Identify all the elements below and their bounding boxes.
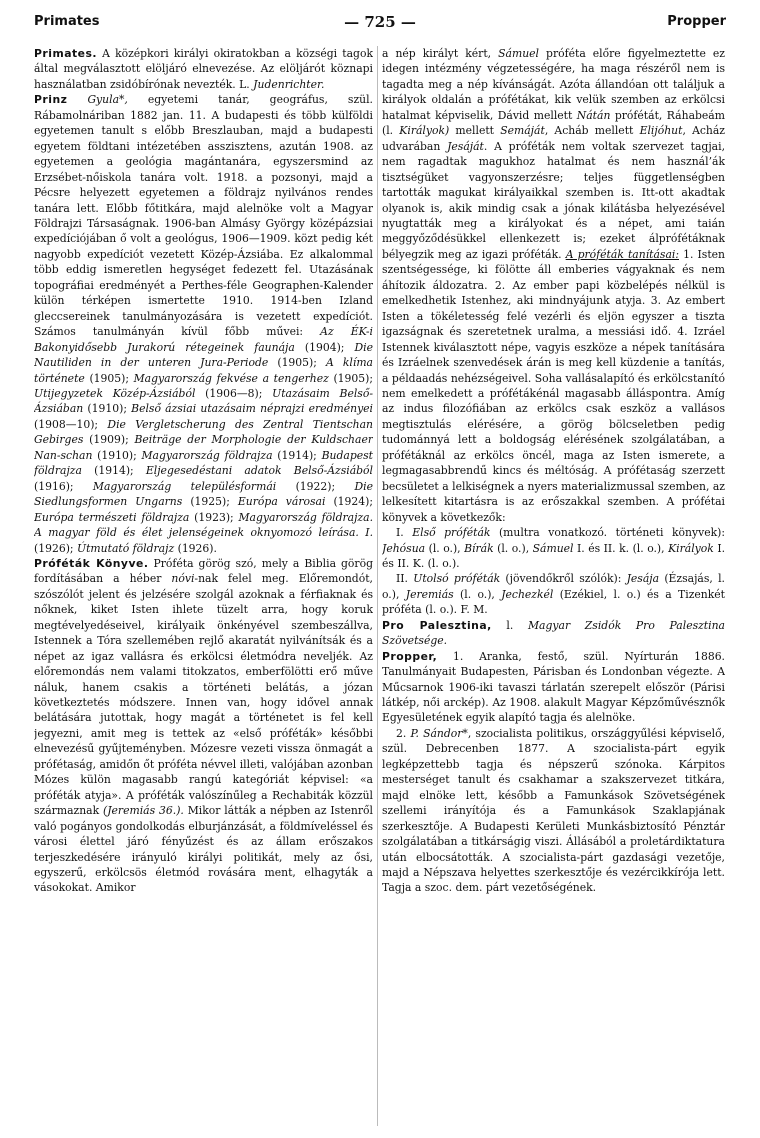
entry-profetak-list-2 xyxy=(382,571,725,617)
right-column xyxy=(382,46,725,1128)
body-text: (1914); xyxy=(272,448,322,462)
body-text: (1909); xyxy=(83,433,135,447)
body-text: (1910); xyxy=(92,448,142,462)
body-text: -nak felel meg. Előremondót, szószólót jelent és jelzésére szolgál azoknak a férfiaknak és nőknek, kiket Isten ihlete tüzelt arra, hogy koruk megtévelyedéseivel, királyaik önkényével szembeszállva, Istennek a Tóra szellemében rejlő akaratát nyilvánítsák és a népet az igaz vallásra és erkölcsi életmódra neveljék. Az előremondás nem valami titokzatos, emberfölötti erő műve náluk, hanem csakis a történeti belátás, a józan következtetés módszere. Innen van, hogy idővel annak belátására jutottak, hogy magát a történetet is fel kell jegyezni, amit meg is tettek az «első próféták» későbbi elnevezésű gyűjteményben. Mózesre vezeti vissza önmagát a prófétaság, amidőn őt próféta névvel illeti, valójában azonban Mózes külön magasabb rangú kategóriát képvisel: «a próféták atyja». A próféták valószínűleg a Rechabiták közzül származnak xyxy=(34,572,373,818)
body-text: Próféta görög szó, mely a Biblia görög fordításában a héber xyxy=(34,556,373,586)
body-text: egyetemi tanár, geográfus, szül. Rábamolnáriban 1882 jan. 11. A budapesti és több külföldi egyetemen tanult s előbb Breszlauban, majd a budapesti egyetem földtani intézetében asszisztens, azután 1908. az egyetemen a geológia magántanára, egyszersmind az Erzsébet-nőiskola tanára volt. 1918. a pozsonyi, majd a Pécsre helyezett egyetemen a földrajz nyilvános rendes tanára lett. Előbb főtitkára, majd alelnöke volt a Magyar Földrajzi Társaságnak. 1906-ban Almásy György középázsiai expedíciójában ő volt a geológus, 1906—1909. közt pedig két nagyobb expedíciót vezetett Közép-Ázsiába. Ez alkalommal több eddig ismeretlen hegységet fedezett fel. Utazásának topográfiai eredményét a Perthes-féle Geographen-Kalender külön térképen ismertette 1910. 1914-ben Izland gleccsereinek tanulmányozására is vezetett expedíciót. Számos tanulmányán kívül főbb művei: xyxy=(34,93,373,339)
entry-pro-palesztina xyxy=(382,618,725,649)
body-text xyxy=(67,93,87,106)
header-left-keyword: Primates xyxy=(34,14,100,29)
body-text: , Acháb mellett xyxy=(544,124,640,138)
italic-text: Utazásaim Belső-Ázsiában xyxy=(34,386,373,416)
entry-profetak-list-1 xyxy=(382,525,725,571)
body-text: 2. xyxy=(396,726,411,740)
column-divider xyxy=(377,46,378,1126)
italic-text: A próféták tanításai: xyxy=(565,247,679,261)
italic-text: (Jeremiás 36.). xyxy=(103,804,184,818)
body-text: (1905); xyxy=(328,371,373,385)
body-text: (1924); xyxy=(325,495,373,509)
body-text: I. és II. K. (l. o.). xyxy=(382,541,725,570)
italic-text: Bírák xyxy=(464,541,494,555)
left-column xyxy=(34,46,373,1128)
body-text: (l. o.), xyxy=(493,541,533,555)
entry-headword: Prinz xyxy=(34,93,68,107)
body-text: mellett xyxy=(449,124,501,138)
italic-text: Útmutató földrajz xyxy=(76,541,175,555)
body-text: l. xyxy=(491,618,528,632)
italic-text: Királyok) xyxy=(399,124,450,138)
italic-text: Judenrichter. xyxy=(253,77,325,91)
entry-headword: Propper, xyxy=(382,649,438,663)
body-text: II. xyxy=(396,572,414,586)
italic-text: nóvi xyxy=(171,572,195,586)
italic-text: Jesáját xyxy=(447,139,484,153)
italic-text: Gyula*, xyxy=(87,93,128,107)
italic-text: Die Vergletscherung des Zentral Tientschan Gebirges xyxy=(34,417,373,447)
body-text: (multra vonatkozó. történeti könyvek): xyxy=(490,526,725,540)
body-text: (1922); xyxy=(276,479,355,493)
italic-text: Utijegyzetek Közép-Ázsiából xyxy=(34,386,196,400)
italic-text: Jesája xyxy=(626,572,660,586)
italic-text: Európa városai xyxy=(237,495,326,509)
italic-text: Magyarország földrajza xyxy=(141,448,273,462)
body-text: (1905); xyxy=(84,371,134,385)
entry-primates xyxy=(34,46,373,92)
body-text: (l. o.), xyxy=(425,541,465,555)
entry-propper-1 xyxy=(382,649,725,726)
page-number: — 725 — xyxy=(344,13,416,31)
body-text: Mikor látták a népben az Istenről való pogányos gondolkodás elburjánzását, a földmíveléssel és városi élettel járó fényűzést és az állam erőszakos terjeszkedésére irányuló királyi politikát, mely az ősi, egyszerű, erkölcsös életmód rovására ment, elhagyták a vásokokat. Amikor xyxy=(34,804,373,895)
italic-text: Jechezkél xyxy=(501,587,554,601)
header-right-keyword: Propper xyxy=(667,14,726,29)
page-header xyxy=(34,14,726,36)
body-text: (1916); xyxy=(34,479,93,493)
italic-text: Nátán xyxy=(576,108,611,122)
italic-text: Die Nautiliden in der unteren Jura-Periode xyxy=(34,340,373,370)
italic-text: Die Siedlungsformen Ungarns xyxy=(34,479,373,509)
italic-text: Beiträge der Morphologie der Kuldschaer Nan-schan xyxy=(34,433,373,462)
italic-text: Elijóhut xyxy=(639,124,683,138)
body-text: (1910); xyxy=(83,402,132,416)
body-text: a nép királyt kért, xyxy=(382,47,499,60)
body-text: prófétát, Ráhabeám (l. xyxy=(382,108,725,138)
italic-text: Európa természeti földrajza xyxy=(34,510,190,524)
entry-profetak-cont xyxy=(382,46,725,525)
italic-text: Sámuel xyxy=(498,47,540,60)
italic-text: Budapest földrajza xyxy=(34,448,373,478)
italic-text: Belső ázsiai utazásaim néprajzi eredményei xyxy=(131,402,373,416)
italic-text: Sámuel xyxy=(532,541,574,555)
body-text: (Ézsajás, l. o.), xyxy=(382,572,725,601)
body-text: , Acház udvarában xyxy=(382,124,725,153)
body-text: (1926). xyxy=(174,541,217,555)
body-text: 1. Aranka, festő, szül. Nyírturán 1886. Tanulmányait Budapesten, Párisban és Londonban végezte. A Műcsarnok 1906-iki tavaszi tárlatán szerepelt először (Párisi látkép, női arckép). Az 1908. alakult Magyar Képzőművésznők Egyesületének egyik alapító tagja és alelnöke. xyxy=(382,649,725,725)
italic-text: Semáját xyxy=(500,124,545,138)
body-text: , szocialista politikus, országgyűlési képviselő, szül. Debrecenben 1877. A szocialista-párt egyik legképzettebb tagja és népszerű szónoka. Kárpitos mesterséget tanult és csakhamar a szakszervezet titkára, majd elnöke lett, később a Famunkások Szövetségének szellemi irányítója és a Famunkások Szaklapjának szerkesztője. A Budapesti Kerületi Munkásbiztosító Pénztár szolgálatában a titkárságig viszi. Állásából a proletárdiktatura után elbocsátották. A szocialista-párt gazdasági vezetője, majd a Népszava helyettes szerkesztője és vezércikkírója lett. Tagja a szoc. dem. párt vezetőségének. xyxy=(382,726,725,895)
entry-headword: Próféták Könyve. xyxy=(34,556,149,570)
entry-prinz xyxy=(34,92,373,556)
body-text: 1. Isten szentségessége, ki fölötte áll emberies vágyaknak és nem áhítozik áldozatra. 2. Az ember papi közbelépés nélkül is emelkedhetik Istenhez, aki mindnyájunk atyja. 3. Az embert Isten a tökéletesség felé vezérli és eljön egyszer a tiszta igazságnak és szeretetnek uralma, a messiási idő. 4. Izráel Istennek kiválasztott népe, vagyis eszköze a népek tanítására és Izráelnek szenvedések árán is meg kell küzdenie a tanítás, a példaadás nehézségeivel. Soha vallásalapító és erkölcstanító nem emelkedett a prófétákénál magasabb álláspontra. Amíg az indus filozófiában az erkölcs csak eszköz a vallásos megtisztulás elérésére, a görög bölcseletben pedig tudománnyá lett a boldogság elérésének szolgálatában, a prófétáknál az erkölcs öncél, maga az Isten ismerete, a legmagasabbrendű kincs és méltóság. A prófétaság szerzett becsületet a lelkiségnek a nyers materializmussal szemben, az lelkesített kitartásra is az erőszakkal szemben. A prófétai könyvek a következők: xyxy=(382,247,725,524)
italic-text: P. Sándor* xyxy=(410,726,468,740)
body-text: I. xyxy=(396,526,413,540)
body-text: (1926); xyxy=(34,541,77,555)
body-text: (l. o.), xyxy=(453,587,502,601)
entry-propper-2 xyxy=(382,726,725,896)
italic-text: Utolsó próféták xyxy=(413,572,501,586)
entry-headword: Pro Palesztina, xyxy=(382,618,492,632)
italic-text: Magyarország fekvése a tengerhez xyxy=(133,371,329,385)
italic-text: Magyar Zsidók Pro Palesztina Szövetsége. xyxy=(382,618,725,648)
body-text: (1908—10); xyxy=(34,417,108,431)
entry-profetak xyxy=(34,556,373,896)
italic-text: Jeremiás xyxy=(405,587,454,601)
italic-text: Jehósua xyxy=(382,541,426,555)
italic-text: A klíma története xyxy=(34,356,373,385)
italic-text: Eljegesedéstani adatok Belső-Ázsiából xyxy=(145,464,373,478)
body-text: (jövendőkről szólók): xyxy=(500,572,627,586)
body-text: (Ezékiel, l. o.) és a Tizenkét próféta (l. o.). F. M. xyxy=(382,587,725,617)
italic-text: Magyarország földrajza. A magyar föld és élet jelenségeinek oknyomozó leírása. I. xyxy=(34,510,373,540)
body-text: (1905); xyxy=(268,356,326,370)
body-text: . A próféták nem voltak szervezet tagjai, nem ragadtak magukhoz hatalmat és nem használ’ák tisztségüket vagyonszerzésre; teljes függetlenségben tartották magukat királyaikkal szemben is. Itt-ott akadtak olyanok is, akik mindig csak a jónak kilátásba helyezésével nyugtatták meg a királyokat és a népet, ami taián meggyőződésükkel ellenkezett is; ezeket álprófétáknak bélyegzik meg az igazi próféták. xyxy=(382,139,725,261)
body-text: (1906—8); xyxy=(195,386,273,400)
body-text: (1914); xyxy=(81,464,146,478)
body-text: (1904); xyxy=(294,340,355,354)
entry-headword: Primates. xyxy=(34,47,97,60)
body-text: I. és II. k. (l. o.), xyxy=(573,541,669,555)
body-text: A középkori királyi okiratokban a községi tagok által megválasztott elöljáró elnevezése. Az elöljárót köznapi használatban zsidóbírónak nevezték. L. xyxy=(34,47,373,91)
italic-text: Királyok xyxy=(668,541,714,555)
italic-text: Az ÉK-i Bakonyidősebb Jurakorú rétegeinek faunája xyxy=(34,325,373,354)
body-text: (1923); xyxy=(189,510,239,524)
body-text: próféta előre figyelmeztette ez idegen intézmény végzetességére, ha maga részéről nem is tagadta meg a nép kívánságát. Azóta állandóan ott találjuk a királyok oldalán a prófétákat, kik velük szemben az erkölcsi hatalmat képviselik, Dávid mellett xyxy=(382,47,725,122)
italic-text: Magyarország településformái xyxy=(92,479,277,493)
italic-text: Első próféták xyxy=(412,526,491,540)
body-text: (1925); xyxy=(182,495,238,509)
